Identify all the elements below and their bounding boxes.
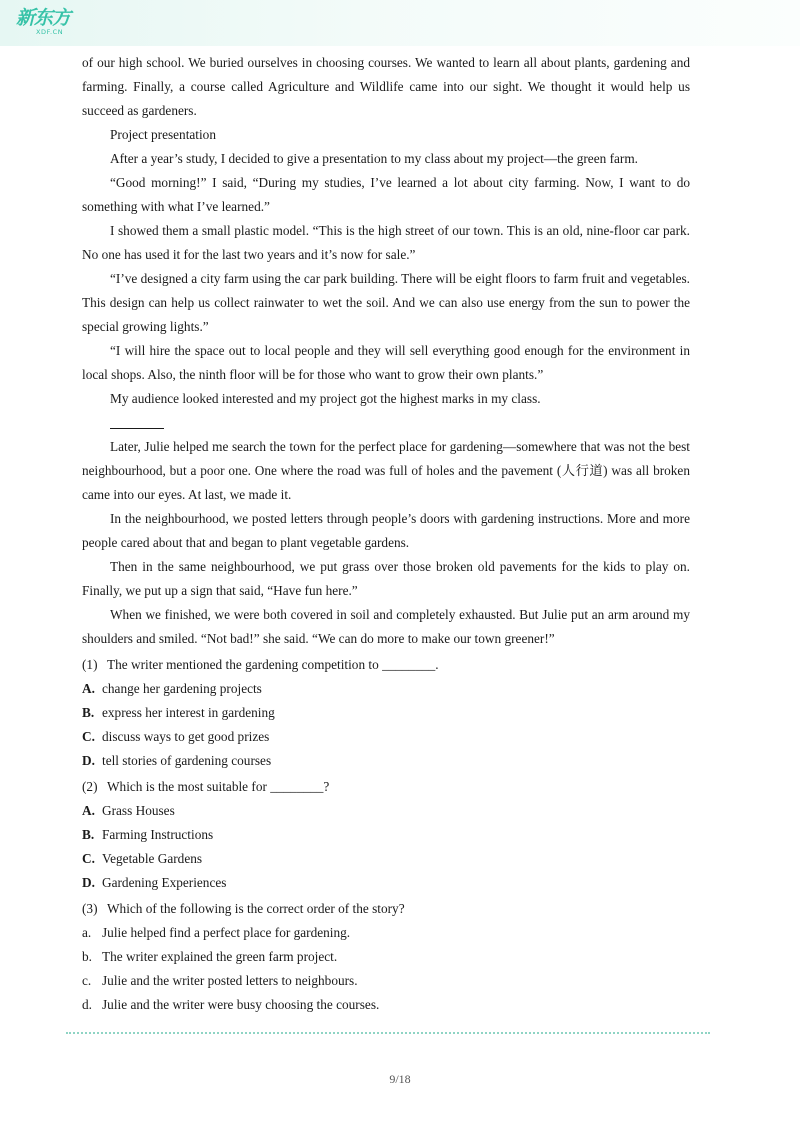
option-letter: B. (82, 827, 95, 842)
option-letter: C. (82, 851, 95, 866)
event-letter: d. (82, 997, 92, 1012)
answer-option[interactable] (82, 701, 690, 725)
passage-paragraph: I showed them a small plastic model. “This is the high street of our town. This is an old, nine-floor car park. No one has used it for the last two years and it’s now for sale.” (82, 223, 690, 262)
answer-option[interactable] (82, 871, 690, 895)
footer-divider (66, 1032, 710, 1034)
logo-text: 新东方 (16, 7, 71, 29)
header-band (0, 0, 800, 46)
document-body (82, 51, 690, 1017)
passage-paragraph: “I’ve designed a city farm using the car park building. There will be eight floors to farm fruit and vegetables. This design can help us collect rainwater to wet the soil. And we can also use energy from the sun to power the special growing lights.” (82, 271, 690, 334)
answer-option[interactable] (82, 725, 690, 749)
option-letter: C. (82, 729, 95, 744)
question-text: Which is the most suitable for ________? (107, 779, 330, 794)
option-text: Farming Instructions (102, 827, 214, 842)
question-2 (82, 775, 690, 895)
story-event (82, 921, 690, 945)
passage-paragraph: My audience looked interested and my project got the highest marks in my class. (110, 391, 541, 406)
question-number: (2) (82, 779, 98, 794)
page-number: 9/18 (389, 1072, 411, 1086)
event-text: The writer explained the green farm project. (102, 949, 338, 964)
option-text: Vegetable Gardens (102, 851, 203, 866)
question-text: Which of the following is the correct order of the story? (107, 901, 405, 916)
option-letter: A. (82, 681, 95, 696)
option-text: Gardening Experiences (102, 875, 227, 890)
passage-paragraph: After a year’s study, I decided to give a presentation to my class about my project—the green farm. (110, 151, 639, 166)
logo-subtext: XDF.CN (36, 28, 64, 36)
answer-option[interactable] (82, 847, 690, 871)
event-text: Julie helped find a perfect place for gardening. (102, 925, 351, 940)
passage-paragraph: Later, Julie helped me search the town for the perfect place for gardening—somewhere that was not the best neighbourhood, but a poor one. One where the road was full of holes and the pavement (人行道) was all broken came into our eyes. At last, we made it. (82, 439, 690, 502)
event-text: Julie and the writer were busy choosing the courses. (102, 997, 380, 1012)
xdf-logo (16, 7, 86, 41)
option-text: tell stories of gardening courses (102, 753, 272, 768)
question-text: The writer mentioned the gardening competition to ________. (107, 657, 439, 672)
option-letter: D. (82, 753, 95, 768)
question-number: (1) (82, 657, 98, 672)
passage-paragraph: Then in the same neighbourhood, we put grass over those broken old pavements for the kids to play on. Finally, we put up a sign that said, “Have fun here.” (82, 559, 690, 598)
question-3 (82, 897, 690, 1017)
story-event (82, 993, 690, 1017)
answer-option[interactable] (82, 677, 690, 701)
option-text: express her interest in gardening (102, 705, 275, 720)
option-letter: D. (82, 875, 95, 890)
option-letter: B. (82, 705, 95, 720)
passage-paragraph: “I will hire the space out to local people and they will sell everything good enough for the environment in local shops. Also, the ninth floor will be for those who want to grow their own plants.” (82, 343, 690, 382)
passage-paragraph: In the neighbourhood, we posted letters through people’s doors with gardening instructions. More and more people cared about that and began to plant vegetable gardens. (82, 511, 690, 550)
story-event (82, 945, 690, 969)
passage-paragraph: When we finished, we were both covered in soil and completely exhausted. But Julie put an arm around my shoulders and smiled. “Not bad!” she said. “We can do more to make our town greener!” (82, 607, 690, 646)
option-text: change her gardening projects (102, 681, 262, 696)
option-letter: A. (82, 803, 95, 818)
heading-blank (110, 411, 164, 435)
answer-option[interactable] (82, 823, 690, 847)
story-event (82, 969, 690, 993)
event-letter: b. (82, 949, 92, 964)
option-text: discuss ways to get good prizes (102, 729, 270, 744)
question-1 (82, 653, 690, 773)
answer-option[interactable] (82, 799, 690, 823)
event-letter: a. (82, 925, 92, 940)
question-number: (3) (82, 901, 98, 916)
passage-paragraph: of our high school. We buried ourselves in choosing courses. We wanted to learn all about plants, gardening and farming. Finally, a course called Agriculture and Wildlife came into our sight. We thought it would help us succeed as gardeners. (82, 55, 690, 118)
event-letter: c. (82, 973, 92, 988)
event-text: Julie and the writer posted letters to neighbours. (102, 973, 358, 988)
answer-option[interactable] (82, 749, 690, 773)
section-heading: Project presentation (110, 127, 216, 142)
passage-paragraph: “Good morning!” I said, “During my studies, I’ve learned a lot about city farming. Now, I want to do something with what I’ve learned.” (82, 175, 690, 214)
option-text: Grass Houses (102, 803, 175, 818)
